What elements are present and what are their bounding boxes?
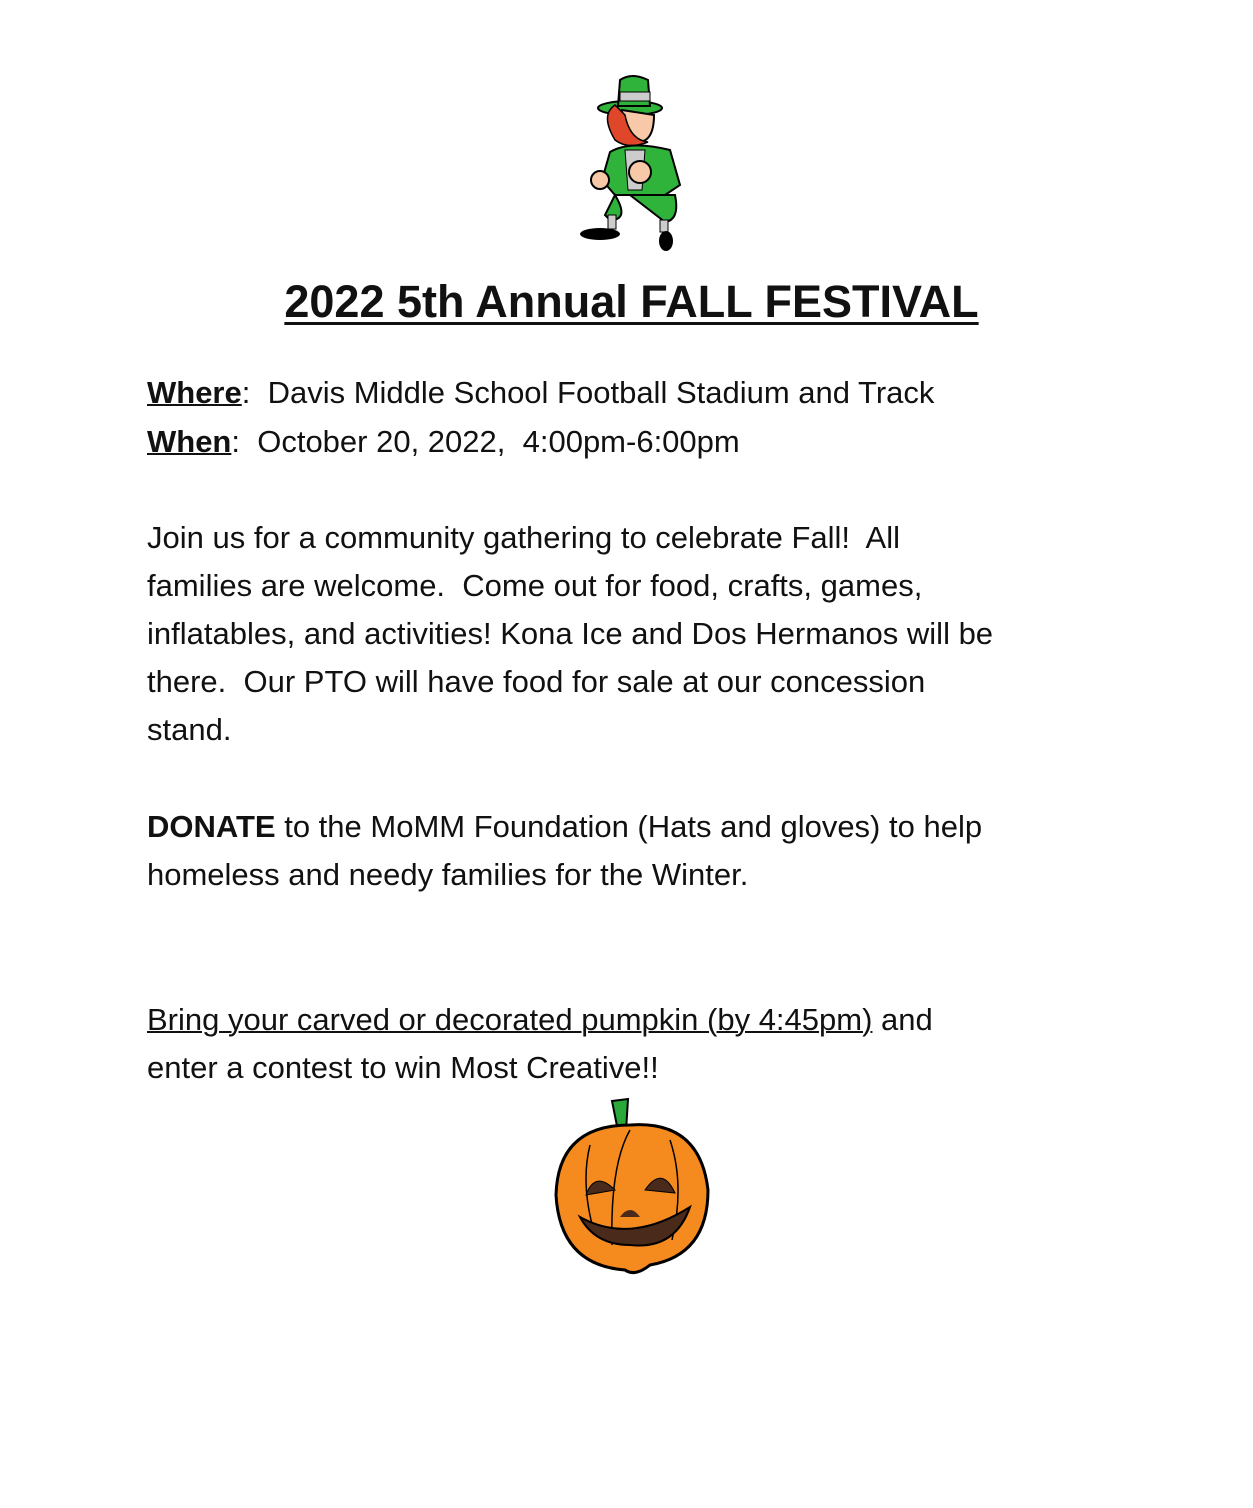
jack-o-lantern-image xyxy=(550,1095,715,1280)
donate-text: to the MoMM Foundation (Hats and gloves) to help xyxy=(275,809,983,844)
when-line xyxy=(147,418,740,466)
intro-line: there. Our PTO will have food for sale at our concession xyxy=(147,664,926,699)
intro-line: inflatables, and activities! Kona Ice and Dos Hermanos will be xyxy=(147,616,994,651)
donate-label: DONATE xyxy=(147,809,276,844)
where-value: : Davis Middle School Football Stadium and Track xyxy=(241,375,935,410)
page-title: 2022 5th Annual FALL FESTIVAL xyxy=(284,276,979,327)
where-line xyxy=(147,369,934,417)
when-value: : October 20, 2022, 4:00pm-6:00pm xyxy=(231,424,740,459)
pumpkin-contest-text: and xyxy=(872,1002,933,1037)
pumpkin-contest-paragraph xyxy=(147,996,933,1092)
where-label: Where xyxy=(147,375,242,410)
intro-line: families are welcome. Come out for food, crafts, games, xyxy=(147,568,923,603)
pumpkin-contest-line2: enter a contest to win Most Creative!! xyxy=(147,1050,659,1085)
intro-paragraph xyxy=(147,514,993,754)
leprechaun-mascot-image xyxy=(570,70,690,255)
pumpkin-contest-underlined: Bring your carved or decorated pumpkin (by 4:45pm) xyxy=(147,1002,873,1037)
when-label: When xyxy=(147,424,232,459)
intro-line: stand. xyxy=(147,712,232,747)
donate-text-line2: homeless and needy families for the Winter. xyxy=(147,857,749,892)
donate-paragraph xyxy=(147,803,982,899)
intro-line: Join us for a community gathering to celebrate Fall! All xyxy=(147,520,900,555)
